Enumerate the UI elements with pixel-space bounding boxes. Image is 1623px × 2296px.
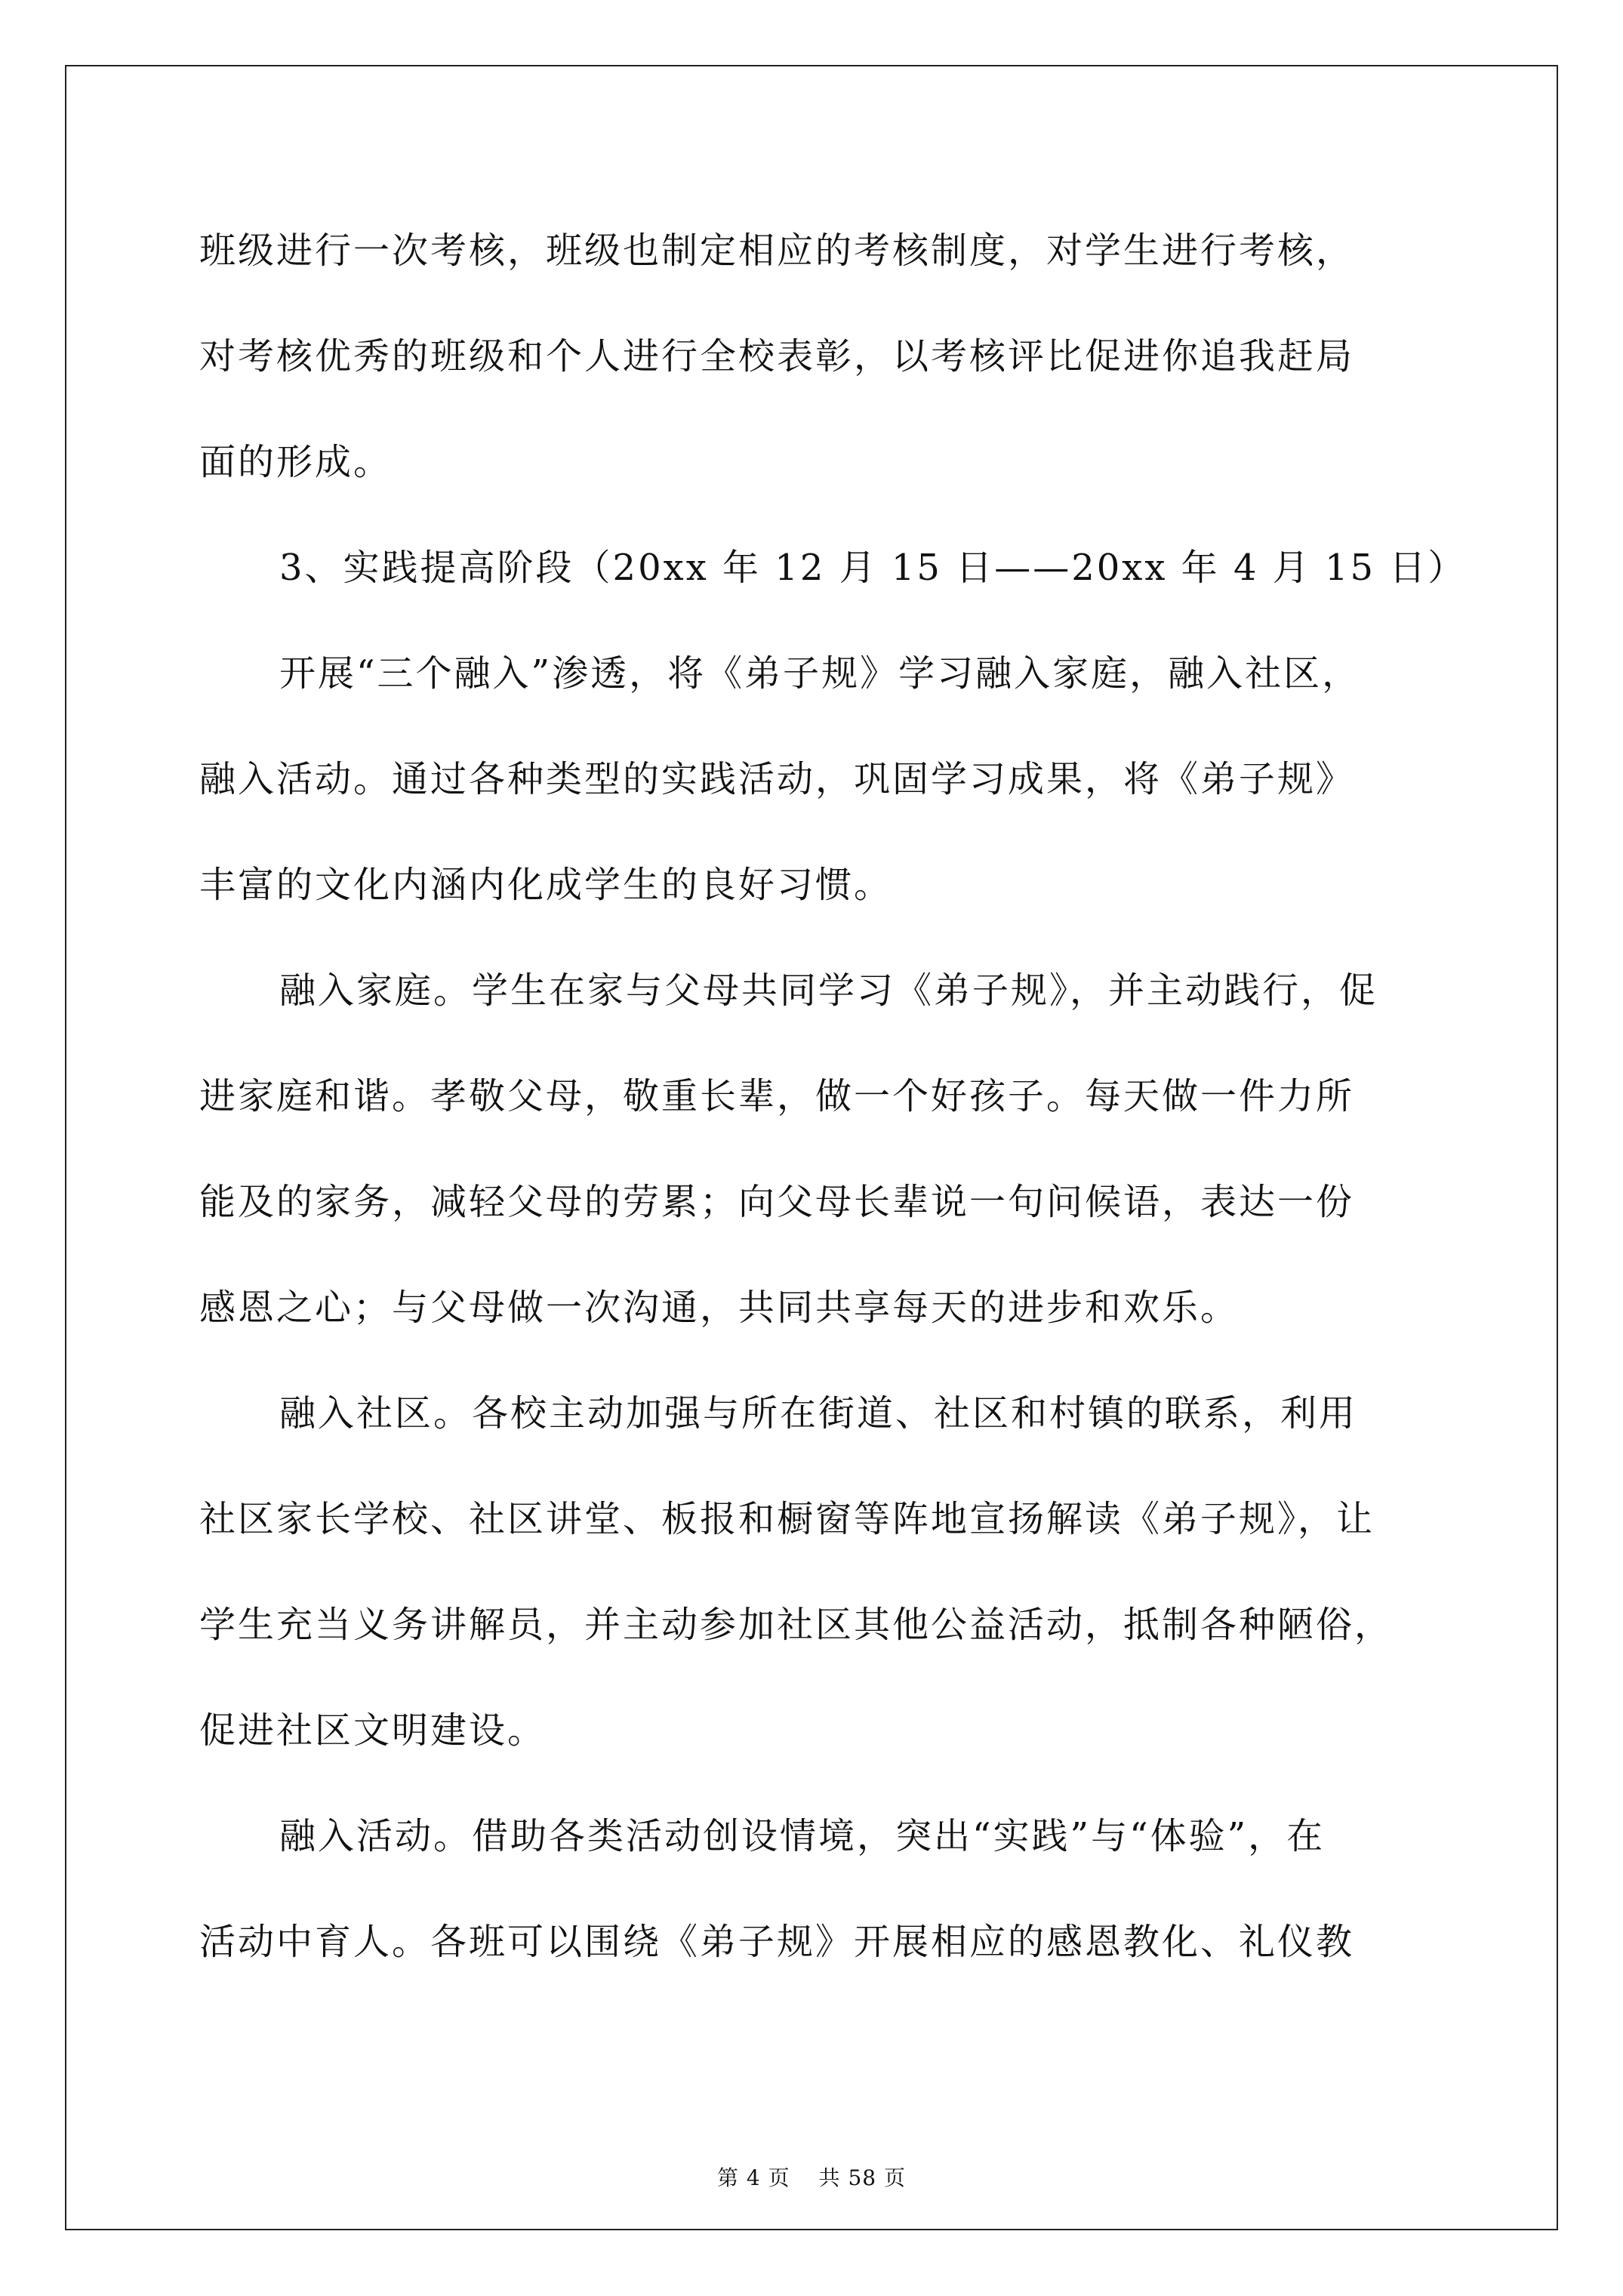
text-line: 融入活动。借助各类活动创设情境，突出“实践”与“体验”，在: [279, 1815, 1326, 1857]
text-line: 融入社区。各校主动加强与所在街道、社区和村镇的联系，利用: [279, 1392, 1358, 1435]
text-line: 丰富的文化内涵内化成学生的良好习惯。: [199, 864, 893, 906]
section-heading: 3、实践提高阶段（20xx 年 12 月 15 日——20xx 年 4 月 15 日）: [279, 547, 1467, 589]
text-line: 感恩之心；与父母做一次沟通，共同共享每天的进步和欢乐。: [199, 1287, 1240, 1329]
text-line: 能及的家务，减轻父母的劳累；向父母长辈说一句问候语，表达一份: [199, 1181, 1355, 1223]
text-line: 融入家庭。学生在家与父母共同学习《弟子规》，并主动践行，促: [279, 969, 1378, 1012]
text-line: 融入活动。通过各种类型的实践活动，巩固学习成果，将《弟子规》: [199, 758, 1355, 800]
text-line: 班级进行一次考核，班级也制定相应的考核制度，对学生进行考核，: [199, 230, 1355, 272]
page-footer: [0, 2165, 1623, 2191]
text-line: 学生充当义务讲解员，并主动参加社区其他公益活动，抵制各种陋俗，: [199, 1604, 1394, 1646]
text-line: 对考核优秀的班级和个人进行全校表彰，以考核评比促进你追我赶局: [199, 335, 1355, 378]
text-line: 活动中育人。各班可以围绕《弟子规》开展相应的感恩教化、礼仪教: [199, 1921, 1355, 1963]
page-border: [65, 65, 1558, 2230]
page-number: 第 4 页: [717, 2165, 790, 2190]
page-total: 共 58 页: [818, 2165, 906, 2190]
text-line: 社区家长学校、社区讲堂、板报和橱窗等阵地宣扬解读《弟子规》，让: [199, 1498, 1375, 1540]
text-line: 促进社区文明建设。: [199, 1709, 547, 1752]
text-line: 进家庭和谐。孝敬父母，敬重长辈，做一个好孩子。每天做一件力所: [199, 1075, 1355, 1117]
text-line: 开展“三个融入”渗透，将《弟子规》学习融入家庭，融入社区，: [279, 652, 1361, 695]
text-line: 面的形成。: [199, 441, 393, 483]
